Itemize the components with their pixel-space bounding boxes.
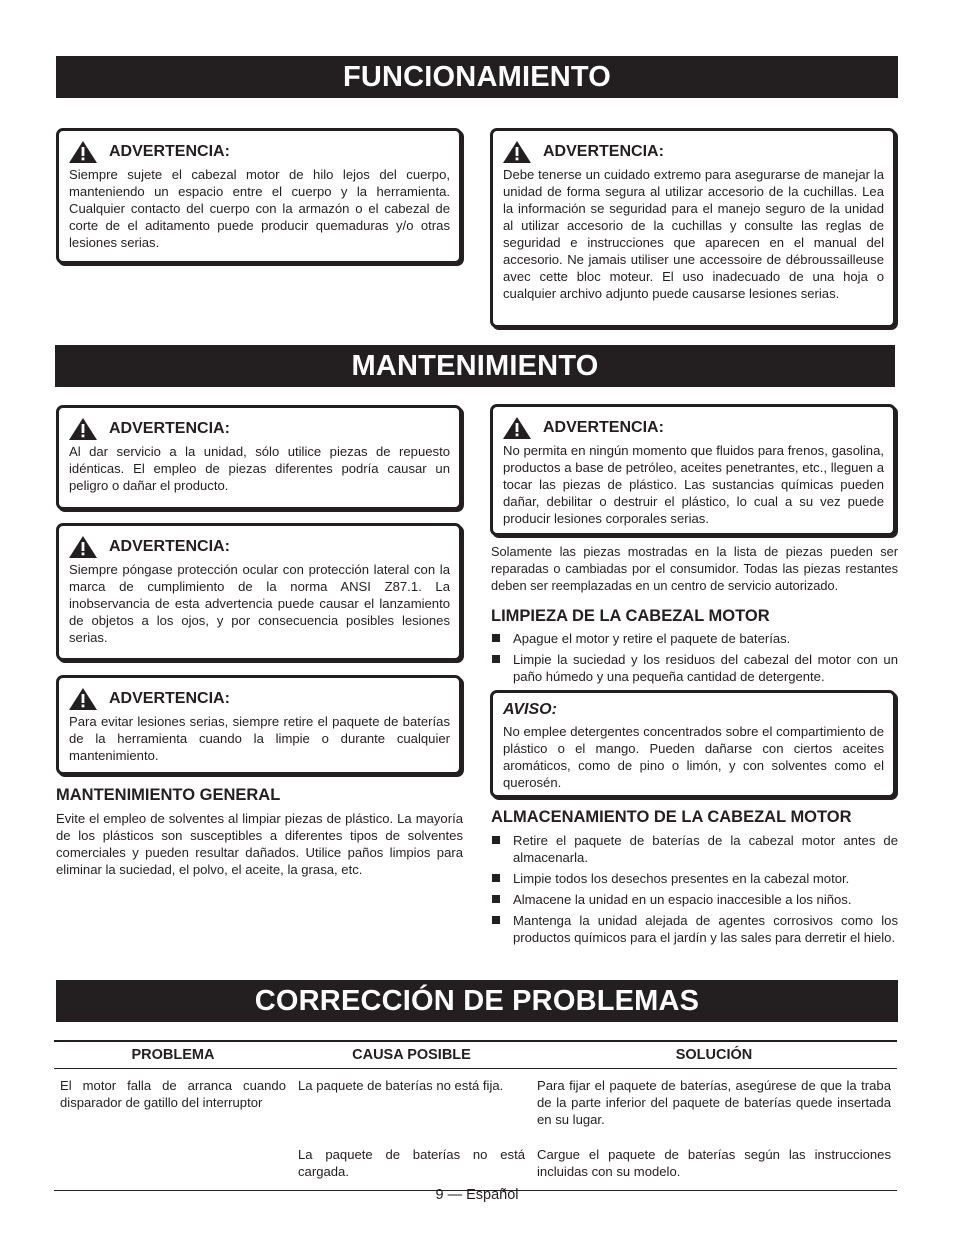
page-footer: 9 — Español — [435, 1187, 519, 1203]
warning-box — [490, 404, 896, 536]
problem-cell: El motor falla de arranca cuando disparador de gatillo del interruptor — [54, 1069, 292, 1191]
cause-cell: La paquete de baterías no está fija. — [298, 1078, 504, 1093]
section-banner-funcionamiento: FUNCIONAMIENTO — [56, 56, 898, 98]
bullet-square-icon — [492, 655, 500, 663]
aviso-title: AVISO: — [503, 701, 557, 718]
heading-limpieza: LIMPIEZA DE LA CABEZAL MOTOR — [491, 607, 770, 625]
warning-title: ADVERTENCIA: — [109, 690, 230, 707]
warning-text: Siempre sujete el cabezal motor de hilo lejos del cuerpo, manteniendo un espacio entre el cuerpo y la herramienta. Cualquier contacto del cuerpo con la armazón o el cabezal de corte de el aditamento puede producir quemaduras y/o otras lesiones serias. — [69, 167, 450, 250]
warning-title: ADVERTENCIA: — [109, 538, 230, 555]
bullet-square-icon — [492, 916, 500, 924]
warning-text: No permita en ningún momento que fluidos para frenos, gasolina, productos a base de petróleo, aceites penetrantes, etc., lleguen a tocar las piezas de plástico. Las sustancias químicas pueden dañar, debilitar o destruir el plástico, lo cual a su vez puede producir lesiones corporales serias. — [503, 443, 884, 526]
warning-box — [490, 128, 896, 328]
warning-title: ADVERTENCIA: — [543, 143, 664, 160]
section-banner-correccion: CORRECCIÓN DE PROBLEMAS — [56, 980, 898, 1022]
section-banner-mantenimiento: MANTENIMIENTO — [55, 345, 895, 387]
column-header-causa: CAUSA POSIBLE — [292, 1041, 531, 1069]
warning-text: Debe tenerse un cuidado extremo para asegurarse de manejar la unidad de forma segura al utilizar accesorio de la cuchillas. Lea la información se seguridad para el manejo seguro de la unidad al utilizar accesorio de la cuchillas y consulte las reglas de seguridad e instrucciones que aparecen en el manual del accesorio. Ne jamais utiliser une accessoire de débroussailleuse avec cette bloc moteur. El uso inadecuado de una hoja o cualquier archivo adjunto puede causarse lesiones serias. — [503, 167, 884, 301]
warning-box — [56, 128, 462, 264]
bullet-square-icon — [492, 634, 500, 642]
list-item: Limpie todos los desechos presentes en la cabezal motor. — [491, 870, 898, 887]
cause-cell: La paquete de baterías no está cargada. — [292, 1138, 531, 1191]
list-item: Retire el paquete de baterías de la cabezal motor antes de almacenarla. — [491, 832, 898, 866]
troubleshooting-table — [54, 1040, 897, 1191]
bullet-square-icon — [492, 874, 500, 882]
warning-triangle-icon — [503, 141, 531, 163]
solution-cell: Cargue el paquete de baterías según las instrucciones incluidas con su modelo. — [531, 1138, 897, 1191]
solution-cell: Para fijar el paquete de baterías, asegúrese de que la traba de la parte inferior del paquete de baterías quede insertada en su lugar. — [537, 1078, 891, 1127]
bullet-square-icon — [492, 895, 500, 903]
list-item: Almacene la unidad en un espacio inaccesible a los niños. — [491, 891, 898, 908]
limpieza-list — [491, 630, 898, 689]
table-row — [54, 1069, 897, 1139]
parts-text: Solamente las piezas mostradas en la lista de piezas pueden ser reparadas o cambiadas por el consumidor. Todas las piezas restantes deben ser reemplazadas en un centro de servicio autorizado. — [491, 544, 898, 593]
list-item: Apague el motor y retire el paquete de baterías. — [491, 630, 898, 647]
warning-triangle-icon — [69, 141, 97, 163]
warning-box — [56, 405, 462, 510]
aviso-box — [490, 690, 896, 798]
aviso-text: No emplee detergentes concentrados sobre el compartimiento de plástico o el mango. Pueden dañarse con ciertos aceites aromáticos, como de pino o limón, y con solventes como el querosén. — [503, 724, 884, 790]
warning-title: ADVERTENCIA: — [543, 419, 664, 436]
column-header-solucion: SOLUCIÓN — [531, 1041, 897, 1069]
warning-title: ADVERTENCIA: — [109, 420, 230, 437]
warning-triangle-icon — [69, 418, 97, 440]
warning-box — [56, 523, 462, 661]
heading-mantenimiento-general: MANTENIMIENTO GENERAL — [56, 786, 281, 804]
list-item: Limpie la suciedad y los residuos del cabezal del motor con un paño húmedo y una pequeña cantidad de detergente. — [491, 651, 898, 685]
warning-box — [56, 675, 462, 775]
warning-triangle-icon — [69, 688, 97, 710]
bullet-square-icon — [492, 836, 500, 844]
warning-text: Siempre póngase protección ocular con protección lateral con la marca de cumplimiento de la norma ANSI Z87.1. La inobservancia de esta advertencia puede causar el lanzamiento de objetos a los ojos, y por consecuencia posibles lesiones serias. — [69, 562, 450, 645]
table-header-row — [54, 1041, 897, 1069]
warning-title: ADVERTENCIA: — [109, 143, 230, 160]
almacenamiento-list — [491, 832, 898, 950]
warning-text: Para evitar lesiones serias, siempre retire el paquete de baterías de la herramienta cuando la limpie o durante cualquier mantenimiento. — [69, 714, 450, 763]
warning-text: Al dar servicio a la unidad, sólo utilice piezas de repuesto idénticas. El empleo de piezas diferentes podría causar un peligro o dañar el producto. — [69, 444, 450, 493]
warning-triangle-icon — [503, 417, 531, 439]
list-item: Mantenga la unidad alejada de agentes corrosivos como los productos químicos para el jardín y las sales para derretir el hielo. — [491, 912, 898, 946]
heading-almacenamiento: ALMACENAMIENTO DE LA CABEZAL MOTOR — [491, 808, 852, 826]
mantenimiento-general-text: Evite el empleo de solventes al limpiar piezas de plástico. La mayoría de los plásticos son susceptibles a diferentes tipos de solventes comerciales y pueden resultar dañados. Utilice paños limpios para eliminar la suciedad, el polvo, el aceite, la grasa, etc. — [56, 811, 463, 877]
column-header-problema: PROBLEMA — [54, 1041, 292, 1069]
warning-triangle-icon — [69, 536, 97, 558]
